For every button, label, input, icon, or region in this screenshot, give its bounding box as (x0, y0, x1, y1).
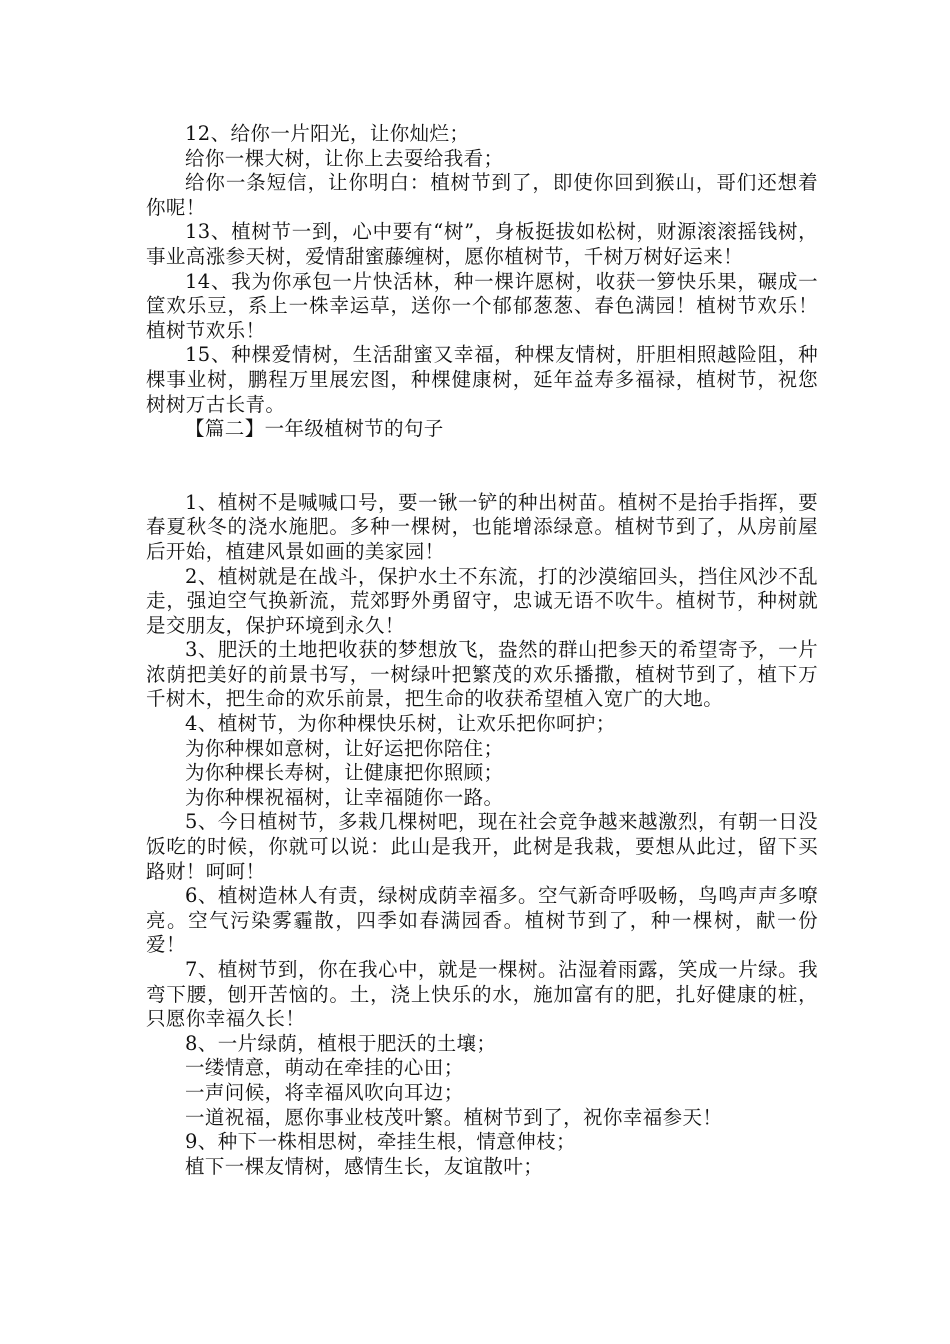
paragraph: 12、给你一片阳光，让你灿烂； (185, 122, 470, 145)
paragraph: 2、植树就是在战斗，保护水土不东流，打的沙漠缩回头，挡住风沙不乱走，强迫空气换新流，荒郊野外勇留守，忠诚无语不吹牛。植树节，种树就是交朋友，保护环境到永久！ (146, 564, 818, 637)
paragraph: 植下一棵友情树，感情生长，友谊散叶； (185, 1154, 544, 1178)
paragraph: 一声问候，将幸福风吹向耳边； (185, 1080, 464, 1104)
paragraph: 9、种下一株相思树，牵挂生根，情意伸枝； (185, 1130, 576, 1154)
document-page (146, 122, 818, 1179)
section-gap (146, 442, 818, 491)
paragraph: 14、我为你承包一片快活林，种一棵许愿树，收获一箩快乐果，碾成一筐欢乐豆，系上一株幸运草，送你一个郁郁葱葱、春色满园！植树节欢乐！植树节欢乐！ (146, 269, 818, 342)
paragraph: 一缕情意，萌动在牵挂的心田； (185, 1056, 464, 1080)
paragraph: 为你种棵如意树，让好运把你陪住； (185, 736, 504, 760)
paragraph: 13、植树节一到，心中要有“树”，身板挺拔如松树，财源滚滚摇钱树，事业高涨参天树，爱情甜蜜藤缠树，愿你植树节，千树万树好运来！ (146, 220, 818, 268)
paragraph: 给你一条短信，让你明白：植树节到了，即使你回到猴山，哥们还想着你呢！ (146, 171, 818, 219)
paragraph: 3、肥沃的土地把收获的梦想放飞，盎然的群山把参天的希望寄予，一片浓荫把美好的前景书写，一树绿叶把繁茂的欢乐播撒，植树节到了，植下万千树木，把生命的欢乐前景，把生命的收获希望植入宽广的大地。 (146, 638, 818, 711)
paragraph: 15、种棵爱情树，生活甜蜜又幸福，种棵友情树，肝胆相照越险阻，种棵事业树，鹏程万里展宏图，种棵健康树，延年益寿多福禄，植树节，祝您树树万古长青。 (146, 343, 818, 416)
paragraph: 7、植树节到，你在我心中，就是一棵树。沾湿着雨露，笑成一片绿。我弯下腰，刨开苦恼的。土，浇上快乐的水，施加富有的肥，扎好健康的桩，只愿你幸福久长！ (146, 958, 818, 1031)
paragraph: 8、一片绿荫，植根于肥沃的土壤； (185, 1031, 497, 1055)
section-heading: 【篇二】一年级植树节的句子 (185, 417, 444, 441)
paragraph: 4、植树节，为你种棵快乐树，让欢乐把你呵护； (185, 712, 616, 736)
paragraph: 一道祝福，愿你事业枝茂叶繁。植树节到了，祝你幸福参天！ (185, 1105, 723, 1129)
paragraph: 6、植树造林人有责，绿树成荫幸福多。空气新奇呼吸畅，鸟鸣声声多嘹亮。空气污染雾霾散，四季如春满园香。植树节到了，种一棵树，献一份爱！ (146, 884, 818, 957)
paragraph: 为你种棵长寿树，让健康把你照顾； (185, 761, 504, 785)
paragraph: 给你一棵大树，让你上去耍给我看； (185, 146, 504, 170)
paragraph: 1、植树不是喊喊口号，要一锹一铲的种出树苗。植树不是抬手指挥，要春夏秋冬的浇水施肥。多种一棵树，也能增添绿意。植树节到了，从房前屋后开始，植建风景如画的美家园！ (146, 490, 818, 563)
paragraph: 为你种棵祝福树，让幸福随你一路。 (185, 785, 504, 809)
paragraph: 5、今日植树节，多栽几棵树吧，现在社会竞争越来越激烈，有朝一日没饭吃的时候，你就可以说：此山是我开，此树是我栽，要想从此过，留下买路财！呵呵！ (146, 810, 818, 883)
